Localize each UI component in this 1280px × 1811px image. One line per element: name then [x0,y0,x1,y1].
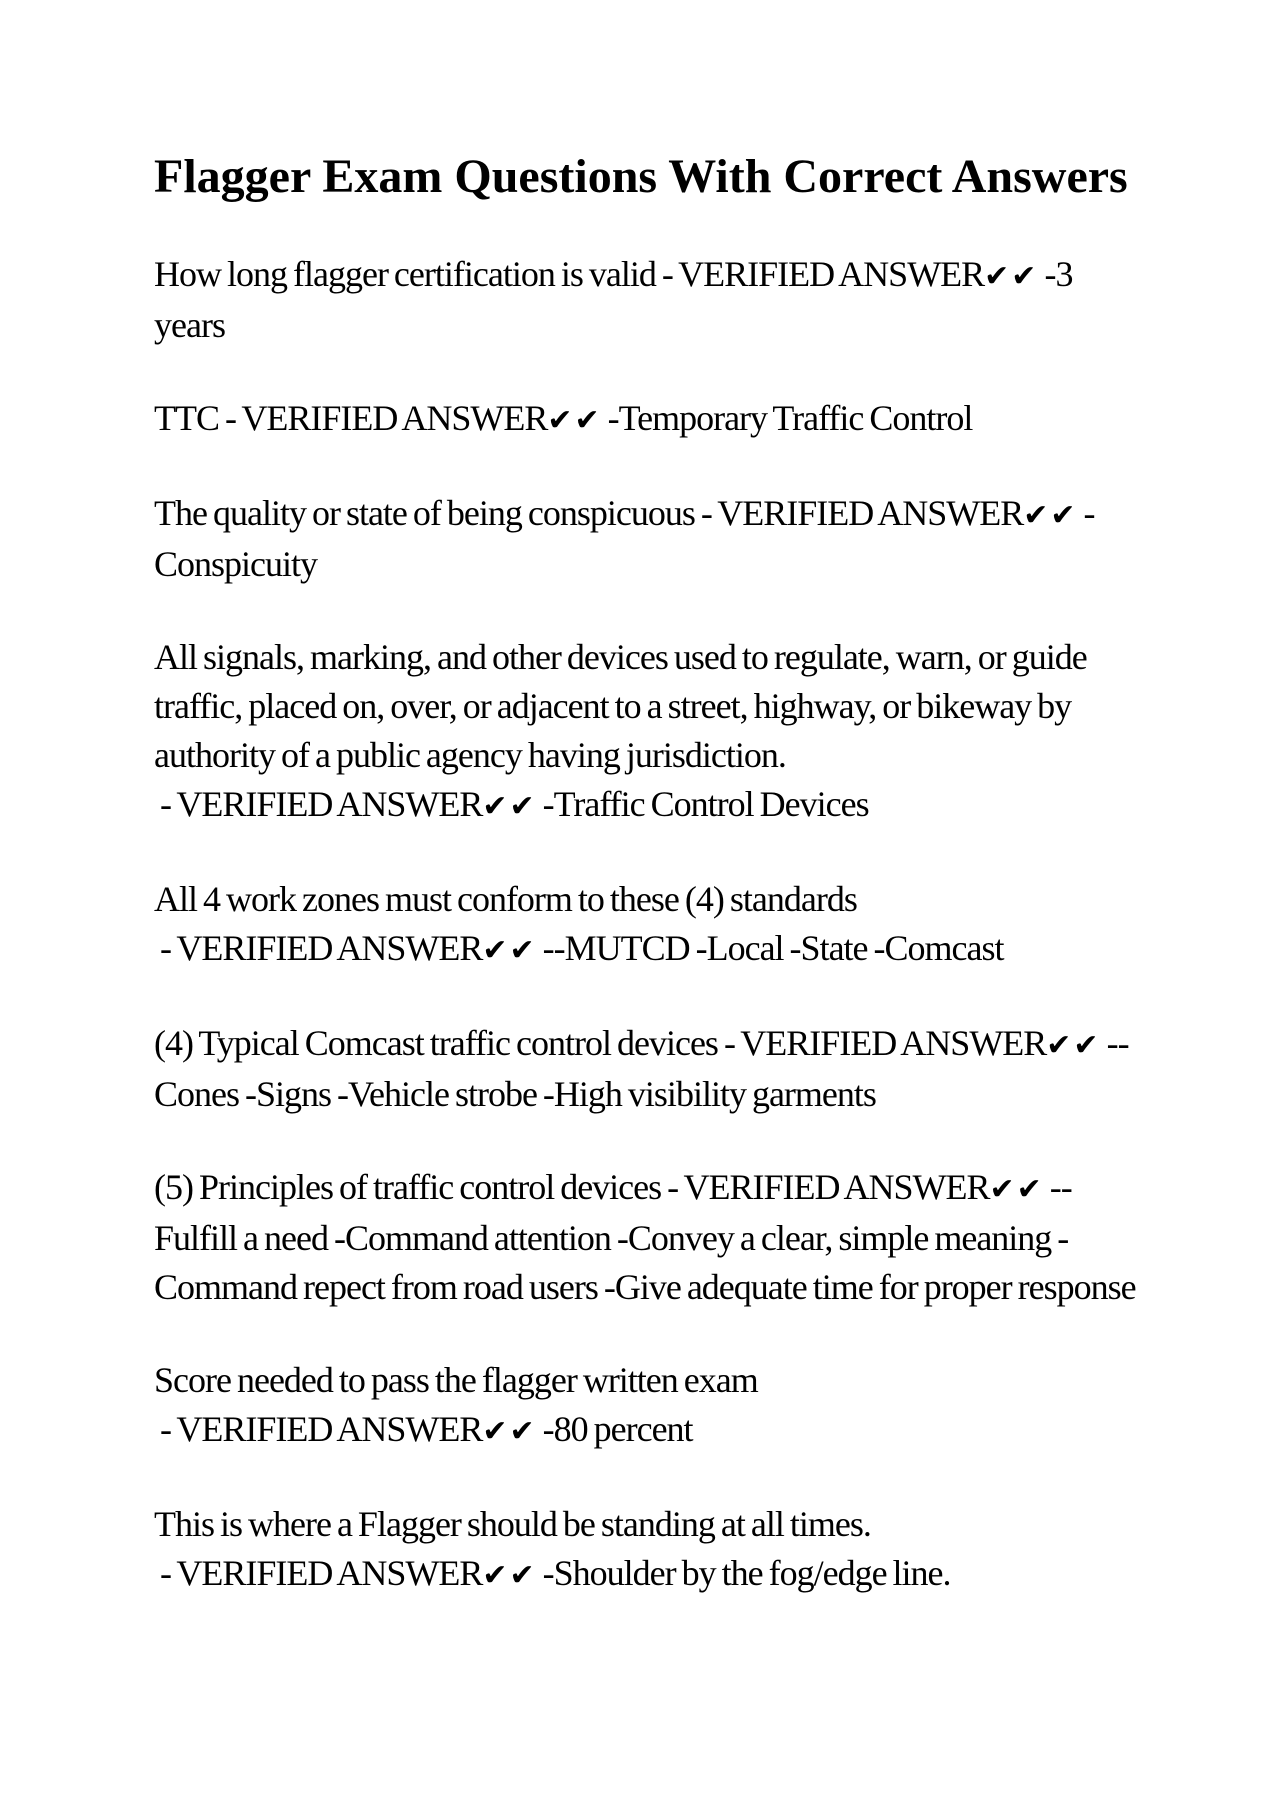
question-text: This is where a Flagger should be standing at all times. [154,1504,871,1544]
qa-item: How long flagger certification is valid - VERIFIED ANSWER✔✔ -3 years [154,254,1073,345]
answer-text: Temporary Traffic Control [618,398,973,438]
question-text: How long flagger certification is valid [154,254,656,294]
check-marks-icon: ✔✔ [989,1172,1044,1207]
question-text: All 4 work zones must conform to these (4) standards [154,879,857,919]
question-text: The quality or state of being conspicuous [154,493,695,533]
verified-answer-label: VERIFIED ANSWER [717,493,1024,533]
answer-text: -Fulfill a need -Command attention -Convey a clear, simple meaning -Command repect from road users -Give adequate time for proper response [154,1167,1136,1307]
check-marks-icon: ✔✔ [984,259,1039,294]
question-text: TTC [154,398,219,438]
document-body [154,146,1144,1644]
qa-item: Score needed to pass the flagger written exam - VERIFIED ANSWER✔✔ -80 percent [154,1360,758,1449]
qa-item: All 4 work zones must conform to these (4) standards - VERIFIED ANSWER✔✔ --MUTCD -Local -State -Comcast [154,879,1004,968]
qa-item: (5) Principles of traffic control devices - VERIFIED ANSWER✔✔ --Fulfill a need -Command attention -Convey a clear, simple meaning -Command repect from road users -Give adequate time for proper response [154,1167,1136,1307]
verified-answer-label: VERIFIED ANSWER [176,1409,483,1449]
answer-text: Conspicuity [154,544,318,584]
qa-item: All signals, marking, and other devices used to regulate, warn, or guide traffic, placed on, over, or adjacent to a street, highway, or bikeway by authority of a public agency having jurisdiction. - VERIFIED ANSWER✔✔ -Traffic Control Devices [154,637,1087,824]
verified-answer-label: VERIFIED ANSWER [241,398,548,438]
answer-text: -Cones -Signs -Vehicle strobe -High visibility garments [154,1023,1129,1114]
check-marks-icon: ✔✔ [482,1558,537,1593]
check-marks-icon: ✔✔ [482,933,537,968]
question-text: All signals, marking, and other devices used to regulate, warn, or guide traffic, placed on, over, or adjacent to a street, highway, or bikeway by authority of a public agency having jurisdiction. [154,637,1087,775]
qa-item: This is where a Flagger should be standing at all times. - VERIFIED ANSWER✔✔ -Shoulder by the fog/edge line. [154,1504,951,1593]
qa-item: The quality or state of being conspicuous - VERIFIED ANSWER✔✔ -Conspicuity [154,493,1095,584]
verified-answer-label: VERIFIED ANSWER [740,1023,1047,1063]
check-marks-icon: ✔✔ [1023,498,1078,533]
answer-text: 80 percent [553,1409,693,1449]
check-marks-icon: ✔✔ [547,403,602,438]
check-marks-icon: ✔✔ [482,1414,537,1449]
question-text: (4) Typical Comcast traffic control devices [154,1023,718,1063]
check-marks-icon: ✔✔ [1046,1028,1101,1063]
verified-answer-label: VERIFIED ANSWER [678,254,985,294]
verified-answer-label: VERIFIED ANSWER [176,784,483,824]
verified-answer-label: VERIFIED ANSWER [176,928,483,968]
answer-text: 3 years [154,254,1073,345]
verified-answer-label: VERIFIED ANSWER [176,1553,483,1593]
answer-text: Shoulder by the fog/edge line. [553,1553,951,1593]
qa-item: (4) Typical Comcast traffic control devices - VERIFIED ANSWER✔✔ --Cones -Signs -Vehicle strobe -High visibility garments [154,1023,1129,1114]
question-text: (5) Principles of traffic control devices [154,1167,662,1207]
qa-item: TTC - VERIFIED ANSWER✔✔ -Temporary Traffic Control [154,398,973,438]
answer-text: -MUTCD -Local -State -Comcast [553,928,1004,968]
answer-text: Traffic Control Devices [553,784,869,824]
check-marks-icon: ✔✔ [482,789,537,824]
question-text: Score needed to pass the flagger written exam [154,1360,758,1400]
document-title: Flagger Exam Questions With Correct Answers [154,150,1128,203]
verified-answer-label: VERIFIED ANSWER [683,1167,990,1207]
